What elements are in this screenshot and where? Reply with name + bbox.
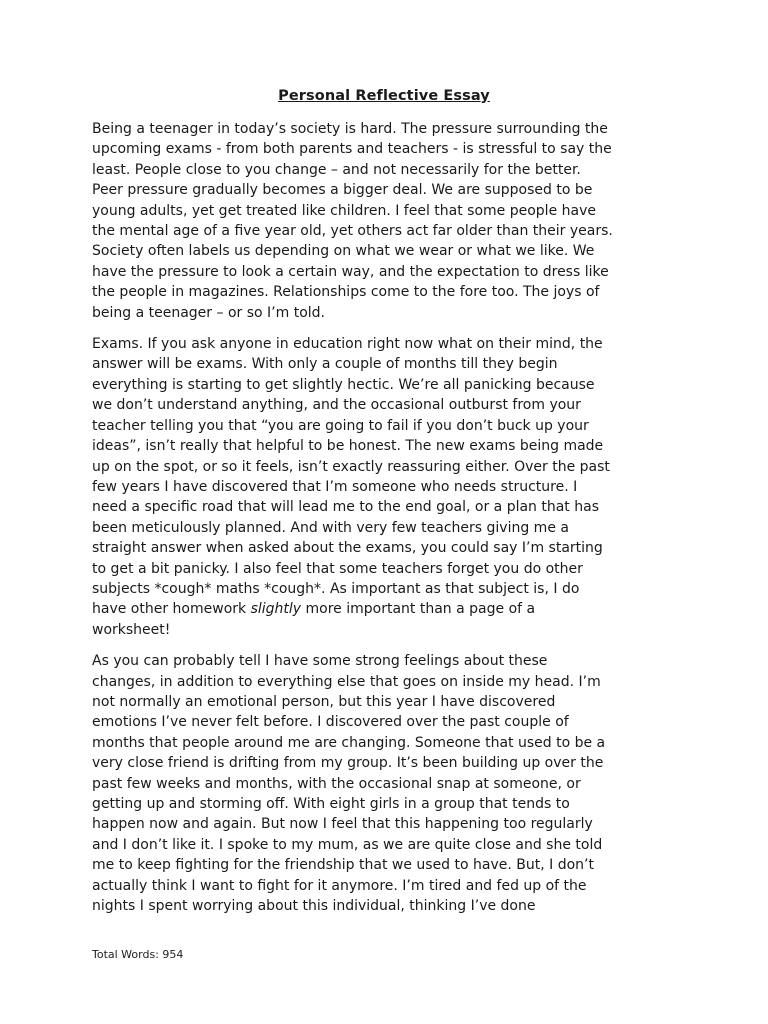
text-line: least. People close to you change – and not necessarily for the better. xyxy=(92,161,581,178)
essay-body xyxy=(92,119,692,927)
text-line: nights I spent worrying about this individual, thinking I’ve done xyxy=(92,898,536,915)
text-line: answer will be exams. With only a couple of months till they begin xyxy=(92,356,558,373)
text-line: not normally an emotional person, but this year I have discovered xyxy=(92,693,556,710)
text-line: Peer pressure gradually becomes a bigger deal. We are supposed to be xyxy=(92,182,593,199)
text-line: teacher telling you that “you are going to fail if you don’t buck up your xyxy=(92,417,589,434)
text-segment: more important than a page of a xyxy=(301,601,536,618)
text-line: Being a teenager in today’s society is hard. The pressure surrounding the xyxy=(92,121,608,137)
word-count: Total Words: 954 xyxy=(92,948,184,961)
text-line: subjects *cough* maths *cough*. As important as that subject is, I do xyxy=(92,580,580,597)
text-line: need a specific road that will lead me to the end goal, or a plan that has xyxy=(92,499,599,516)
page-title: Personal Reflective Essay xyxy=(278,88,490,104)
text-line: getting up and storming off. With eight girls in a group that tends to xyxy=(92,796,570,812)
text-line: been meticulously planned. And with very few teachers giving me a xyxy=(92,519,569,536)
paragraph-1 xyxy=(92,119,692,323)
paragraph-3 xyxy=(92,651,692,916)
text-line: have the pressure to look a certain way, and the expectation to dress like xyxy=(92,263,609,280)
text-line-with-emphasis xyxy=(92,599,692,619)
text-line: months that people around me are changing. Someone that used to be a xyxy=(92,734,606,751)
text-line: the mental age of a five year old, yet others act far older than their years. xyxy=(92,223,613,240)
text-line: up on the spot, or so it feels, isn’t exactly reassuring either. Over the past xyxy=(92,458,610,475)
text-line: very close friend is drifting from my group. It’s been building up over the xyxy=(92,755,604,772)
text-line: emotions I’ve never felt before. I discovered over the past couple of xyxy=(92,714,569,731)
text-line: changes, in addition to everything else that goes on inside my head. I’m xyxy=(92,673,601,690)
text-line: we don’t understand anything, and the occasional outburst from your xyxy=(92,397,581,414)
text-segment: have other homework xyxy=(92,601,251,618)
text-line: to get a bit panicky. I also feel that some teachers forget you do other xyxy=(92,560,583,577)
text-line: past few weeks and months, with the occasional snap at someone, or xyxy=(92,775,581,792)
text-line: and I don’t like it. I spoke to my mum, as we are quite close and she told xyxy=(92,836,603,853)
text-line: happen now and again. But now I feel that this happening too regularly xyxy=(92,816,593,833)
text-line: me to keep fighting for the friendship that we used to have. But, I don’t xyxy=(92,857,594,874)
paragraph-2 xyxy=(92,334,692,640)
text-line: being a teenager – or so I’m told. xyxy=(92,304,325,321)
text-line: everything is starting to get slightly hectic. We’re all panicking because xyxy=(92,376,595,393)
text-line: worksheet! xyxy=(92,621,171,638)
text-line: Society often labels us depending on what we wear or what we like. We xyxy=(92,243,595,260)
text-line: straight answer when asked about the exams, you could say I’m starting xyxy=(92,540,603,557)
text-line: Exams. If you ask anyone in education right now what on their mind, the xyxy=(92,336,603,353)
text-line: ideas”, isn’t really that helpful to be honest. The new exams being made xyxy=(92,438,604,455)
text-line: few years I have discovered that I’m someone who needs structure. I xyxy=(92,478,578,495)
text-line: actually think I want to fight for it anymore. I’m tired and fed up of the xyxy=(92,877,587,894)
text-line: young adults, yet get treated like children. I feel that some people have xyxy=(92,202,596,219)
text-line: upcoming exams - from both parents and teachers - is stressful to say the xyxy=(92,141,612,158)
text-line: the people in magazines. Relationships come to the fore too. The joys of xyxy=(92,284,600,301)
text-line: As you can probably tell I have some strong feelings about these xyxy=(92,653,548,670)
emphasized-word: slightly xyxy=(250,601,302,618)
